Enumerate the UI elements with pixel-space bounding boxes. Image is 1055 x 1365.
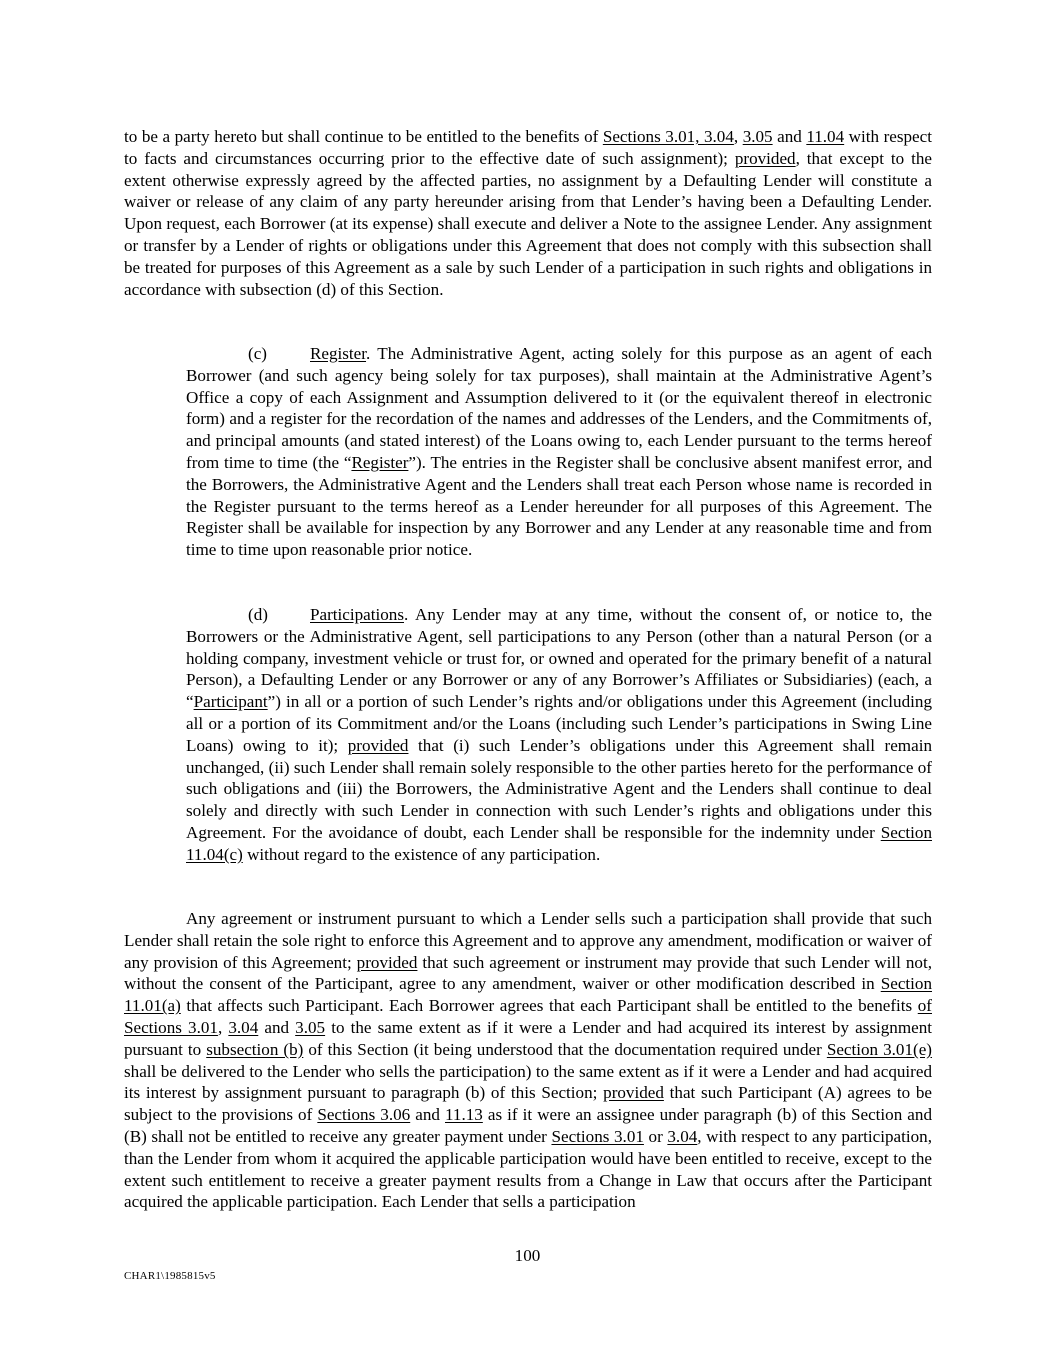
text-run: or	[643, 1126, 668, 1146]
defined-term: Participant	[193, 692, 268, 712]
subsection-label: (d)	[248, 605, 268, 624]
provided-term: provided	[603, 1083, 664, 1103]
paragraph-participation-agreement	[124, 908, 932, 1213]
text-run: without regard to the existence of any participation.	[242, 844, 601, 864]
subsection-label: (c)	[248, 344, 267, 363]
provided-term: provided	[347, 735, 409, 755]
text-run: that such Participant (A) agrees to be subject to the provisions of	[124, 1083, 932, 1125]
section-reference: Sections 3.06	[317, 1105, 411, 1125]
text-run: that affects such Participant. Each Borrower agrees that each Participant shall be entitled to the benefits	[180, 996, 918, 1016]
text-run: and	[258, 1017, 296, 1037]
document-id-footer: CHAR1\1985815v5	[124, 1270, 216, 1282]
defined-term: Register	[351, 452, 409, 472]
provided-term: provided	[734, 148, 796, 168]
text-run: , that except to the extent otherwise expressly agreed by the affected parties, no assignment by a Defaulting Lender will constitute a waiver or release of any claim of any party hereunder arising from that Lender’s having been a Defaulting Lender. Upon request, each Borrower (at its expense) shall execute and deliver a Note to the assignee Lender. Any assignment or transfer by a Lender of rights or obligations under this Agreement that does not comply with this subsection shall be treated for purposes of this Agreement as a sale by such Lender of a participation in such rights and obligations in accordance with subsection (d) of this Section.	[124, 148, 932, 299]
section-reference: Section 11.01(a)	[124, 974, 932, 1016]
text-run: ,	[733, 127, 743, 146]
provided-term: provided	[356, 952, 418, 972]
section-reference: 3.05	[295, 1017, 326, 1037]
section-reference: of Sections 3.01	[124, 996, 932, 1037]
text-run: to be a party hereto but shall continue to be entitled to the benefits of	[124, 127, 603, 146]
section-reference: Section 11.04(c)	[186, 822, 932, 864]
section-reference: 3.04	[667, 1126, 698, 1146]
text-run: Any agreement or instrument pursuant to which a Lender sells such a participation shall provide that such Lender shall retain the sole right to enforce this Agreement and to approve any amendment, modification or waiver of any provision of this Agreement;	[124, 909, 932, 972]
text-run: with respect to facts and circumstances occurring prior to the effective date of such assignment);	[124, 127, 932, 168]
paragraph-assignment-continuation	[124, 126, 932, 300]
text-run: shall be delivered to the Lender who sells the participation) to the same extent as if it were a Lender and had acquired its interest by assignment pursuant to paragraph (b) of this Section;	[124, 1061, 932, 1103]
text-run: ,	[217, 1017, 229, 1037]
text-run: as if it were an assignee under paragraph (b) of this Section and (B) shall not be entitled to receive any greater payment under	[124, 1105, 932, 1146]
section-reference: Sections 3.01, 3.04	[602, 127, 734, 146]
page-number: 100	[514, 1246, 541, 1265]
text-run: . The Administrative Agent, acting solely for this purpose as an agent of each Borrower (and such agency being solely for tax purposes), shall maintain at the Administrative Agent’s Office a copy of each Assignment and Assumption delivered to it (or the equivalent thereof in electronic form) and a register for the recordation of the names and addresses of the Lenders, and the Commitments of, and principal amounts (and stated interest) of the Loans owing to, each Lender pursuant to the terms hereof from time to time (the “	[186, 344, 932, 472]
section-reference: Sections 3.01	[551, 1126, 644, 1146]
section-reference: Section 3.01(e)	[826, 1039, 933, 1059]
text-run: to the same extent as if it were a Lender and had acquired its interest by assignment pursuant to	[124, 1017, 933, 1059]
subsection-heading: Register	[310, 344, 367, 363]
text-run: ”). The entries in the Register shall be conclusive absent manifest error, and the Borrowers, the Administrative Agent and the Lenders shall treat each Person whose name is recorded in the Register pursuant to the terms hereof as a Lender hereunder for all purposes of this Agreement. The Register shall be available for inspection by any Borrower and any Lender at any reasonable time and from time to time upon reasonable prior notice.	[186, 452, 932, 560]
section-reference: 11.04	[806, 127, 845, 146]
section-reference: subsection (b)	[206, 1039, 304, 1059]
paragraph-register	[186, 343, 932, 561]
text-run: and	[410, 1105, 445, 1125]
text-run: , with respect to any participation, than the Lender from whom it acquired the applicable participation would have been entitled to receive, except to the extent such entitlement to receive a greater payment results from a Change in Law that occurs after the Participant acquired the applicable participation. Each Lender that sells a participation	[124, 1126, 933, 1212]
text-run: and	[772, 127, 807, 146]
section-reference: 3.04	[228, 1017, 259, 1037]
text-run: that (i) such Lender’s obligations under this Agreement shall remain unchanged, (ii) such Lender shall remain solely responsible to the other parties hereto for the performance of such obligations and (iii) the Borrowers, the Administrative Agent and the Lenders shall continue to deal solely and directly with such Lender in connection with such Lender’s rights and obligations under this Agreement. For the avoidance of doubt, each Lender shall be responsible for the indemnity under	[186, 735, 932, 842]
subsection-heading: Participations	[310, 605, 404, 624]
paragraph-participations	[186, 604, 932, 866]
section-reference: 11.13	[445, 1105, 483, 1125]
text-run: that such agreement or instrument may provide that such Lender will not, without the consent of the Participant, agree to any amendment, waiver or other modification described in	[124, 952, 932, 994]
text-run: . Any Lender may at any time, without the consent of, or notice to, the Borrowers or the Administrative Agent, sell participations to any Person (other than a natural Person (or a holding company, investment vehicle or trust for, or owned and operated for the primary benefit of a natural Person), a Defaulting Lender or any Borrower or any of any Borrower’s Affiliates or Subsidiaries) (each, a “	[186, 605, 932, 712]
text-run: of this Section (it being understood that the documentation required under	[303, 1039, 827, 1059]
section-reference: 3.05	[742, 127, 773, 146]
text-run: ”) in all or a portion of such Lender’s rights and/or obligations under this Agreement (including all or a portion of its Commitment and/or the Loans (including such Lender’s participations in Swing Line Loans) owing to it);	[186, 692, 932, 755]
